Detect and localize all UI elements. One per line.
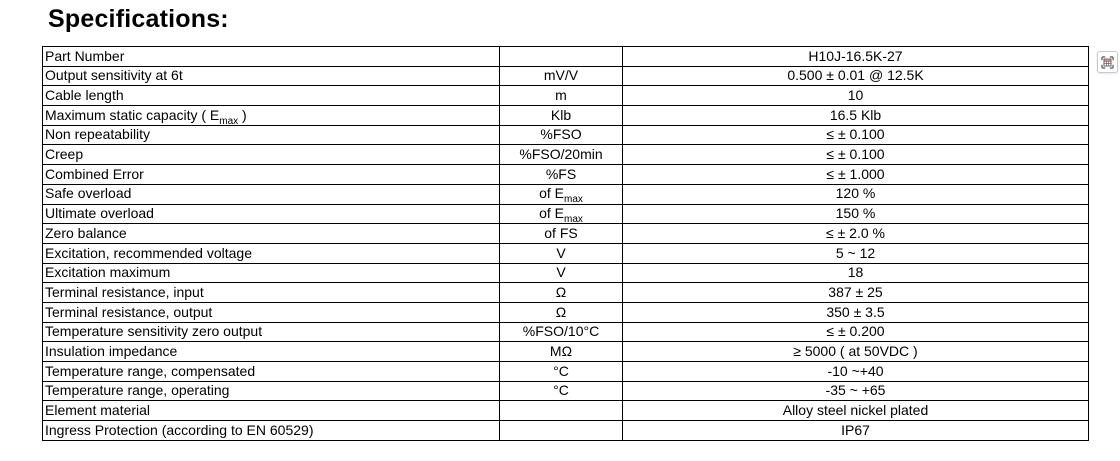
spec-row xyxy=(43,106,1089,126)
spec-row xyxy=(43,362,1089,382)
spec-row xyxy=(43,401,1089,421)
spec-value-cell: 0.500 ± 0.01 @ 12.5K xyxy=(623,66,1089,86)
spec-value-cell: ≤ ± 0.200 xyxy=(623,322,1089,342)
spec-row xyxy=(43,322,1089,342)
spec-unit-cell xyxy=(500,401,623,421)
spec-value-cell: ≤ ± 1.000 xyxy=(623,165,1089,185)
spec-parameter-cell: Ingress Protection (according to EN 60529) xyxy=(43,421,500,441)
spec-parameter-cell: Part Number xyxy=(43,47,500,67)
spec-value-cell: 120 % xyxy=(623,184,1089,204)
spec-value-cell: 150 % xyxy=(623,204,1089,224)
spec-parameter-cell: Insulation impedance xyxy=(43,342,500,362)
spec-parameter-cell: Terminal resistance, output xyxy=(43,302,500,322)
spec-unit-cell: of FS xyxy=(500,224,623,244)
spec-row xyxy=(43,302,1089,322)
spec-parameter-cell: Temperature range, operating xyxy=(43,381,500,401)
spec-unit-cell: V xyxy=(500,263,623,283)
page-title: Specifications: xyxy=(48,5,229,33)
spec-row xyxy=(43,263,1089,283)
spec-unit-cell: V xyxy=(500,243,623,263)
spec-row xyxy=(43,165,1089,185)
spec-unit-cell: %FSO/10°C xyxy=(500,322,623,342)
table-capture-button[interactable] xyxy=(1097,51,1118,73)
spec-unit-cell: Klb xyxy=(500,106,623,126)
spec-unit-cell: of $E_{max}$ xyxy=(500,204,623,224)
spec-parameter-cell: Temperature sensitivity zero output xyxy=(43,322,500,342)
spec-value-cell: -10 ~+40 xyxy=(623,362,1089,382)
spec-unit-cell: m xyxy=(500,86,623,106)
spec-row xyxy=(43,381,1089,401)
spec-unit-cell: %FS xyxy=(500,165,623,185)
spec-parameter-cell: Terminal resistance, input xyxy=(43,283,500,303)
spec-parameter-cell: Zero balance xyxy=(43,224,500,244)
spec-parameter-cell: Ultimate overload xyxy=(43,204,500,224)
spec-value-cell: ≥ 5000 ( at 50VDC ) xyxy=(623,342,1089,362)
spec-row xyxy=(43,224,1089,244)
spec-value-cell: Alloy steel nickel plated xyxy=(623,401,1089,421)
spec-parameter-cell: Safe overload xyxy=(43,184,500,204)
spec-unit-cell: %FSO xyxy=(500,125,623,145)
spec-value-cell: ≤ ± 0.100 xyxy=(623,145,1089,165)
spec-row xyxy=(43,125,1089,145)
spec-value-cell: 5 ~ 12 xyxy=(623,243,1089,263)
spec-parameter-cell: Excitation maximum xyxy=(43,263,500,283)
spec-unit-cell: mV/V xyxy=(500,66,623,86)
spec-row xyxy=(43,204,1089,224)
spec-parameter-cell: Element material xyxy=(43,401,500,421)
spec-parameter-cell: Maximum static capacity ( $E_{max}$ ) xyxy=(43,106,500,126)
spec-row xyxy=(43,342,1089,362)
spec-value-cell: 16.5 Klb xyxy=(623,106,1089,126)
spec-unit-cell: °C xyxy=(500,381,623,401)
spec-parameter-cell: Creep xyxy=(43,145,500,165)
spec-row xyxy=(43,47,1089,67)
spec-row xyxy=(43,421,1089,441)
spec-unit-cell: of $E_{max}$ xyxy=(500,184,623,204)
spec-parameter-cell: Combined Error xyxy=(43,165,500,185)
spec-value-cell: H10J-16.5K-27 xyxy=(623,47,1089,67)
spec-row xyxy=(43,184,1089,204)
spec-value-cell: 18 xyxy=(623,263,1089,283)
spec-unit-cell: MΩ xyxy=(500,342,623,362)
spec-value-cell: 387 ± 25 xyxy=(623,283,1089,303)
spec-parameter-cell: Excitation, recommended voltage xyxy=(43,243,500,263)
spec-value-cell: ≤ ± 0.100 xyxy=(623,125,1089,145)
spec-row xyxy=(43,145,1089,165)
spec-value-cell: 10 xyxy=(623,86,1089,106)
spec-parameter-cell: Non repeatability xyxy=(43,125,500,145)
spec-unit-cell xyxy=(500,421,623,441)
spec-value-cell: ≤ ± 2.0 % xyxy=(623,224,1089,244)
spec-parameter-cell: Temperature range, compensated xyxy=(43,362,500,382)
spec-parameter-cell: Output sensitivity at 6t xyxy=(43,66,500,86)
spec-value-cell: -35 ~ +65 xyxy=(623,381,1089,401)
spec-unit-cell xyxy=(500,47,623,67)
spec-unit-cell: °C xyxy=(500,362,623,382)
spec-unit-cell: Ω xyxy=(500,283,623,303)
spec-row xyxy=(43,86,1089,106)
specifications-table-body xyxy=(43,47,1089,441)
spec-row xyxy=(43,243,1089,263)
table-capture-icon xyxy=(1100,55,1115,70)
spec-row xyxy=(43,283,1089,303)
spec-value-cell: IP67 xyxy=(623,421,1089,441)
spec-parameter-cell: Cable length xyxy=(43,86,500,106)
spec-value-cell: 350 ± 3.5 xyxy=(623,302,1089,322)
spec-row xyxy=(43,66,1089,86)
specifications-table xyxy=(42,46,1089,441)
spec-unit-cell: Ω xyxy=(500,302,623,322)
spec-unit-cell: %FSO/20min xyxy=(500,145,623,165)
